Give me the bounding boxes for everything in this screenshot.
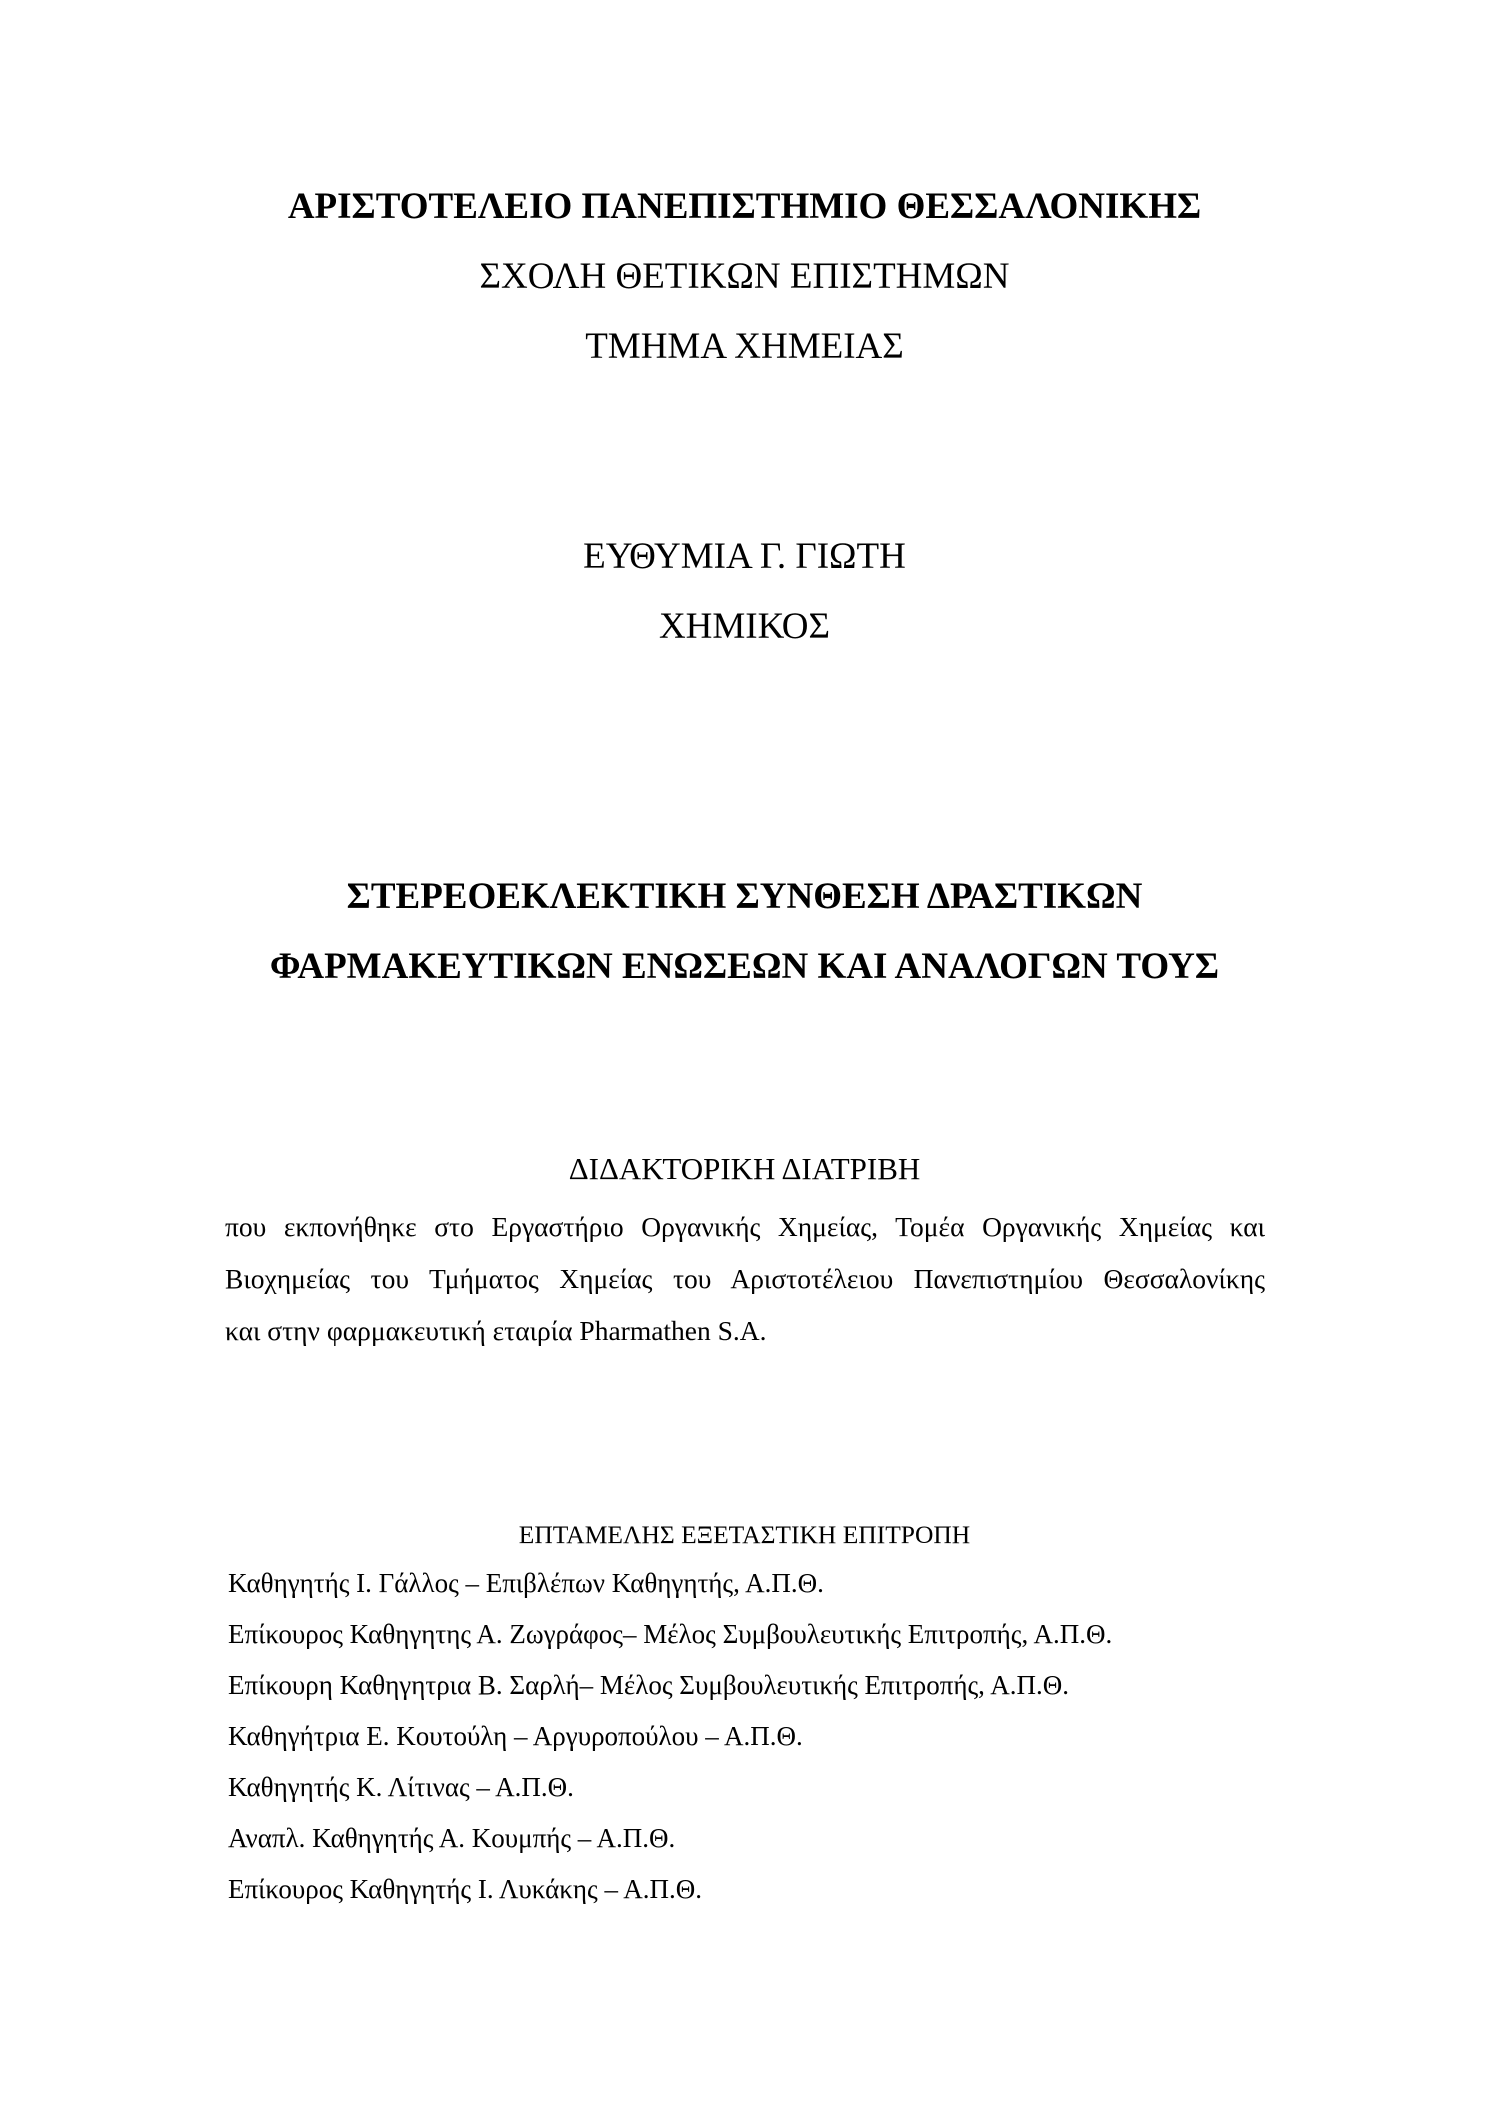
description-line: Βιοχημείας του Τμήματος Χημείας του Αριστοτέλειου Πανεπιστημίου Θεσσαλονίκης (225, 1263, 1265, 1294)
committee-member: Καθηγήτρια Ε. Κουτούλη – Αργυροπούλου – Α.Π.Θ. (228, 1721, 803, 1751)
department-name: ΤΜΗΜΑ ΧΗΜΕΙΑΣ (585, 326, 904, 367)
document-type: ΔΙΔΑΚΤΟΡΙΚΗ ΔΙΑΤΡΙΒΗ (568, 1151, 921, 1186)
thesis-title-line-2: ΦΑΡΜΑΚΕΥΤΙΚΩΝ ΕΝΩΣΕΩΝ ΚΑΙ ΑΝΑΛΟΓΩΝ ΤΟΥΣ (269, 946, 1220, 987)
committee-member: Επίκουρος Καθηγητης Α. Ζωγράφος– Μέλος Συμβουλευτικής Επιτροπής, Α.Π.Θ. (228, 1619, 1113, 1649)
committee-heading: ΕΠΤΑΜΕΛΗΣ ΕΞΕΤΑΣΤΙΚΗ ΕΠΙΤΡΟΠΗ (518, 1520, 971, 1549)
author-profession: ΧΗΜΙΚΟΣ (658, 606, 831, 647)
committee-member: Επίκουρη Καθηγητρια Β. Σαρλή– Μέλος Συμβουλευτικής Επιτροπής, Α.Π.Θ. (228, 1670, 1069, 1700)
committee-member: Καθηγητής Κ. Λίτινας – Α.Π.Θ. (228, 1772, 574, 1802)
thesis-title-line-1: ΣΤΕΡΕΟΕΚΛΕΚΤΙΚΗ ΣΥΝΘΕΣΗ ΔΡΑΣΤΙΚΩΝ (346, 876, 1143, 917)
committee-member: Επίκουρος Καθηγητής Ι. Λυκάκης – Α.Π.Θ. (228, 1874, 702, 1904)
author-name: ΕΥΘΥΜΙΑ Γ. ΓΙΩΤΗ (583, 536, 906, 577)
school-name: ΣΧΟΛΗ ΘΕΤΙΚΩΝ ΕΠΙΣΤΗΜΩΝ (479, 256, 1010, 297)
description-line: και στην φαρμακευτική εταιρία Pharmathen S.A. (225, 1315, 767, 1346)
committee-member: Καθηγητής Ι. Γάλλος – Επιβλέπων Καθηγητής, Α.Π.Θ. (228, 1568, 824, 1598)
university-name: ΑΡΙΣΤΟΤΕΛΕΙΟ ΠΑΝΕΠΙΣΤΗΜΙΟ ΘΕΣΣΑΛΟΝΙΚΗΣ (287, 186, 1202, 227)
description-line: που εκπονήθηκε στο Εργαστήριο Οργανικής Χημείας, Τομέα Οργανικής Χημείας και (225, 1211, 1265, 1242)
committee-member: Αναπλ. Καθηγητής Α. Κουμπής – Α.Π.Θ. (228, 1823, 676, 1853)
